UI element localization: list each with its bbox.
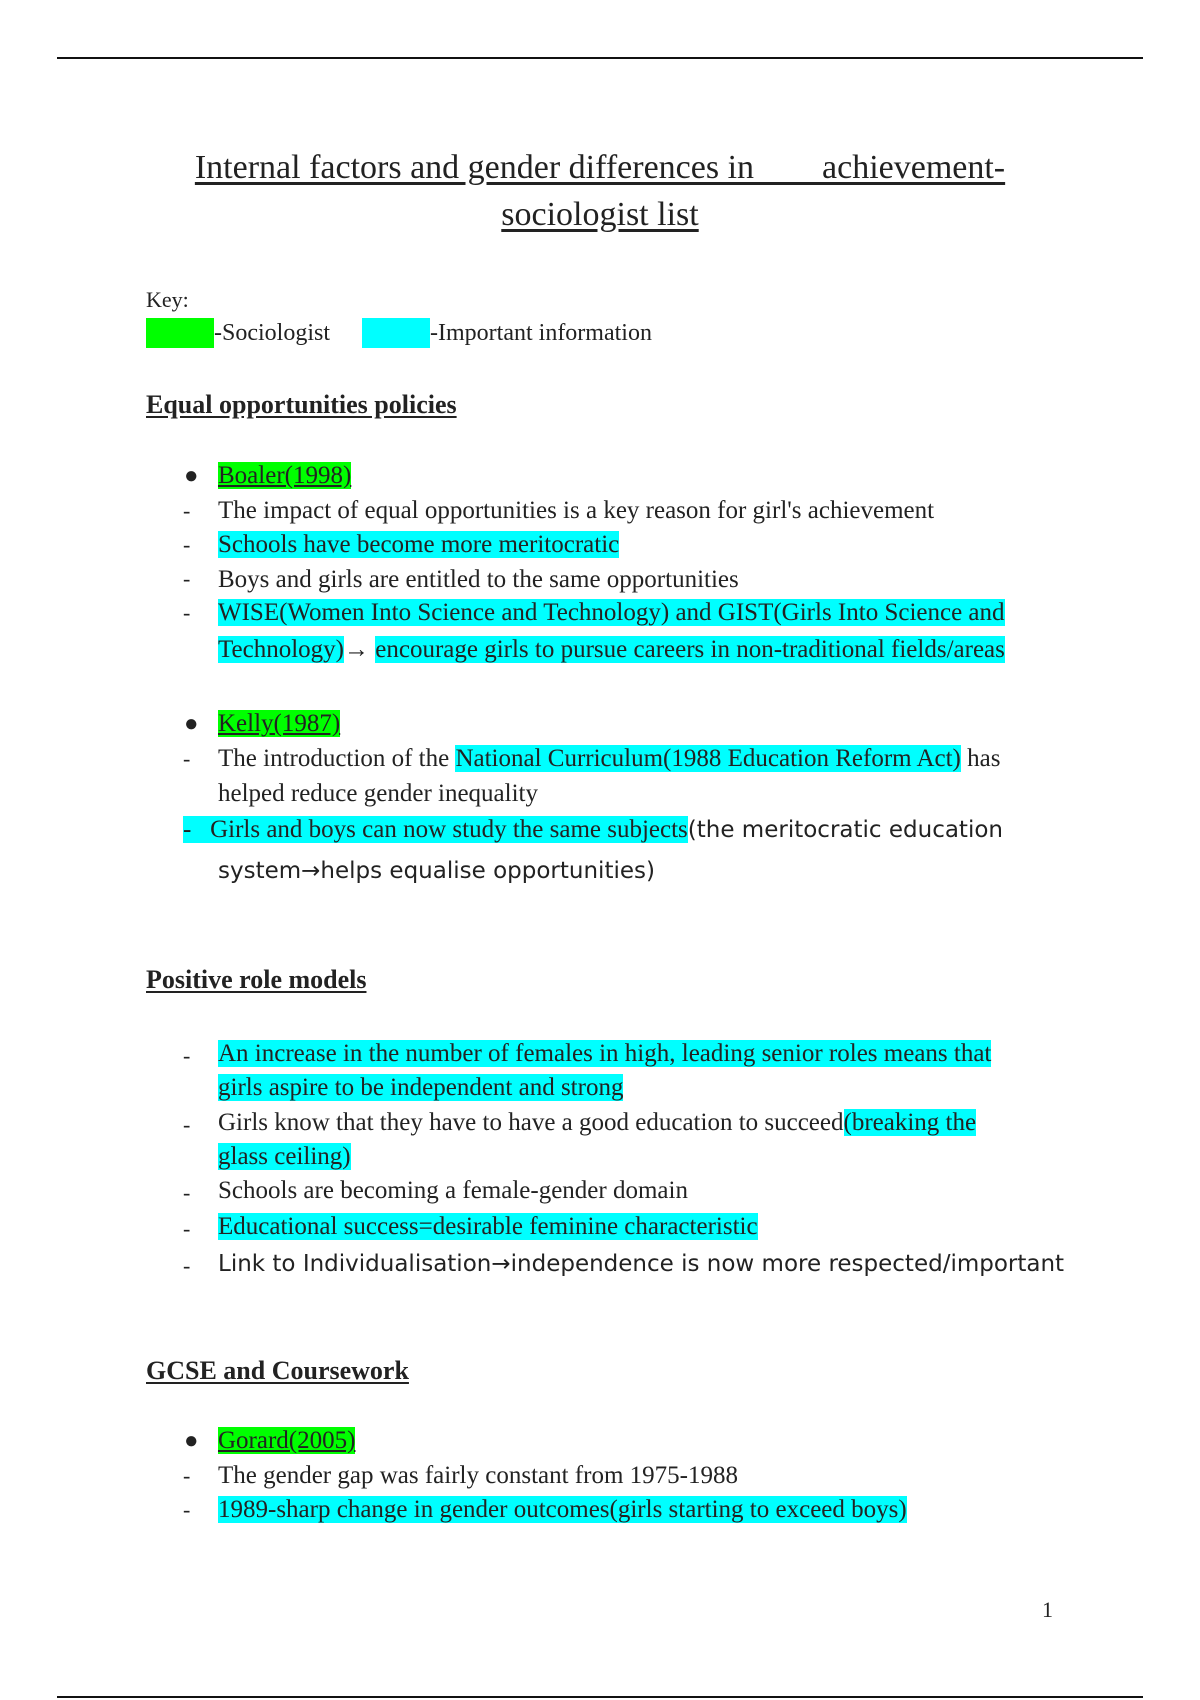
- list-item-continued: glass ceiling): [218, 1143, 351, 1170]
- sociologist-key-text: -Sociologist: [214, 319, 331, 346]
- bullet-icon: ●: [184, 711, 199, 737]
- list-item: Educational success=desirable feminine characteristic: [218, 1213, 758, 1240]
- dash-icon: -: [183, 532, 191, 557]
- list-item: The impact of equal opportunities is a key reason for girl's achievement: [218, 497, 935, 524]
- list-item-continued: system→helps equalise opportunities): [218, 858, 655, 884]
- heading-gcse-coursework: GCSE and Coursework: [146, 1356, 409, 1385]
- title-line-2: sociologist list: [501, 196, 699, 233]
- dash-icon: -: [183, 1043, 191, 1068]
- sociologist-boaler: Boaler(1998): [218, 462, 352, 489]
- bullet-icon: ●: [184, 1428, 199, 1454]
- list-item: An increase in the number of females in high, leading senior roles means that: [218, 1040, 992, 1067]
- dash-icon: -: [183, 600, 191, 625]
- dash-icon: -: [183, 1497, 191, 1522]
- list-item-continued: helped reduce gender inequality: [218, 780, 538, 807]
- list-item: Schools have become more meritocratic: [218, 531, 620, 558]
- list-item: The introduction of the National Curriculum(1988 Education Reform Act) has: [218, 745, 1001, 772]
- key-legend: [146, 318, 652, 348]
- sociologist-gorard: Gorard(2005): [218, 1427, 356, 1454]
- dash-icon: -: [183, 1463, 191, 1488]
- list-item-continued: Technology)→ encourage girls to pursue careers in non-traditional fields/areas: [218, 636, 1005, 663]
- list-item: Schools are becoming a female-gender domain: [218, 1177, 688, 1204]
- dash-icon: -: [183, 1216, 191, 1241]
- list-item: - Girls and boys can now study the same subjects(the meritocratic education: [183, 816, 1003, 843]
- important-swatch: [362, 318, 430, 348]
- list-item-continued: girls aspire to be independent and strong: [218, 1074, 624, 1101]
- bullet-icon: ●: [184, 463, 199, 489]
- important-key-text: -Important information: [430, 319, 652, 346]
- dash-icon: -: [183, 1112, 191, 1137]
- list-item: Link to Individualisation→independence is now more respected/important: [218, 1251, 1065, 1277]
- heading-equal-opportunities: Equal opportunities policies: [146, 390, 457, 419]
- dash-icon: -: [183, 1253, 191, 1278]
- dash-icon: -: [183, 746, 191, 771]
- list-item: Boys and girls are entitled to the same opportunities: [218, 566, 739, 593]
- dash-icon: -: [183, 566, 191, 591]
- page-title: [150, 144, 1050, 238]
- dash-icon: -: [183, 1180, 191, 1205]
- top-rule: [57, 57, 1143, 59]
- sociologist-kelly: Kelly(1987): [218, 710, 341, 737]
- title-line-1: Internal factors and gender differences in achievement-: [194, 149, 1006, 186]
- list-item: 1989-sharp change in gender outcomes(girls starting to exceed boys): [218, 1496, 907, 1523]
- dash-icon: -: [183, 498, 191, 523]
- page-number: 1: [1042, 1597, 1053, 1622]
- sociologist-swatch: [146, 318, 214, 348]
- bottom-rule: [57, 1696, 1143, 1698]
- list-item: The gender gap was fairly constant from 1975-1988: [218, 1462, 738, 1489]
- heading-positive-role-models: Positive role models: [146, 965, 367, 994]
- list-item: Girls know that they have to have a good education to succeed(breaking the: [218, 1109, 977, 1136]
- key-label: Key:: [146, 287, 189, 312]
- list-item: WISE(Women Into Science and Technology) and GIST(Girls Into Science and: [218, 599, 1005, 626]
